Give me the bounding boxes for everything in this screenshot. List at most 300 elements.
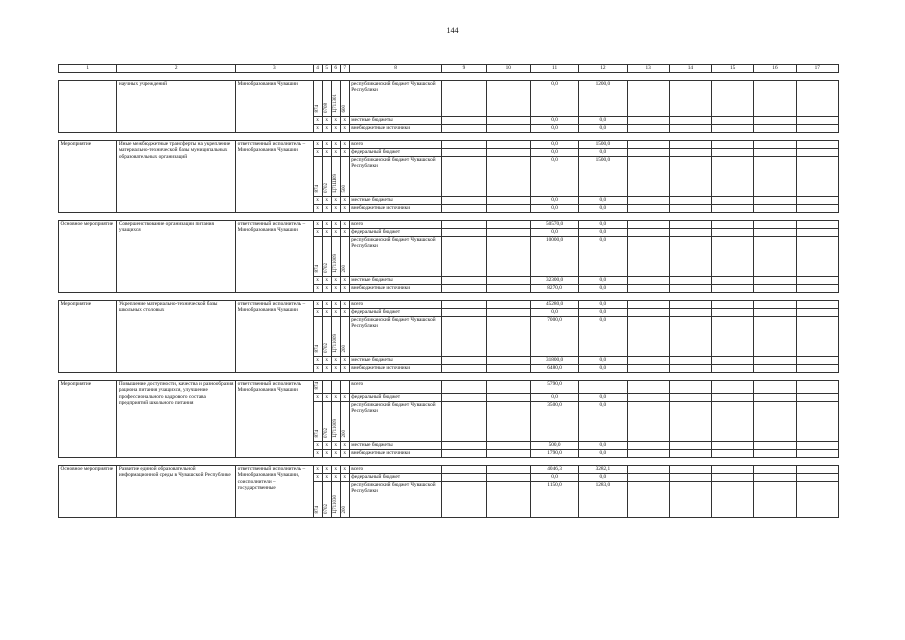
empty-cell <box>669 157 711 197</box>
x-mark: x <box>331 365 340 373</box>
x-mark: x <box>313 473 322 481</box>
empty-cell <box>712 309 754 317</box>
budget-row <box>59 465 839 473</box>
empty-cell <box>669 237 711 277</box>
column-number: 5 <box>322 65 331 73</box>
empty-cell <box>796 449 838 457</box>
x-mark: x <box>331 117 340 125</box>
empty-cell <box>442 205 486 213</box>
empty-cell <box>669 465 711 473</box>
empty-cell <box>712 221 754 229</box>
x-mark: x <box>313 285 322 293</box>
funding-source: республиканский бюджет Чувашской Республики <box>349 317 442 357</box>
empty-cell <box>712 197 754 205</box>
empty-cell <box>796 205 838 213</box>
empty-cell <box>669 197 711 205</box>
empty-cell <box>486 365 530 373</box>
empty-cell <box>669 357 711 365</box>
x-mark: x <box>313 277 322 285</box>
empty-cell <box>796 441 838 449</box>
empty-cell <box>627 285 669 293</box>
empty-cell <box>486 357 530 365</box>
executor: Минобразования Чувашии <box>236 81 313 133</box>
funding-source: всего <box>349 301 442 309</box>
x-mark: x <box>313 441 322 449</box>
value-col11: 1150,0 <box>530 481 578 517</box>
budget-row <box>59 141 839 149</box>
empty-cell <box>669 277 711 285</box>
empty-cell <box>669 309 711 317</box>
x-mark: x <box>322 229 331 237</box>
x-mark: x <box>340 197 349 205</box>
budget-code <box>340 381 349 394</box>
x-mark: x <box>340 393 349 401</box>
x-mark: x <box>313 365 322 373</box>
value-col11: 0,0 <box>530 81 578 117</box>
value-col12: 1200,0 <box>579 81 627 117</box>
x-mark: x <box>313 449 322 457</box>
value-col11: 31800,0 <box>530 357 578 365</box>
empty-cell <box>627 125 669 133</box>
empty-cell <box>627 81 669 117</box>
empty-cell <box>627 277 669 285</box>
value-col11: 0,0 <box>530 197 578 205</box>
funding-source: республиканский бюджет Чувашской Республики <box>349 81 442 117</box>
empty-cell <box>754 81 796 117</box>
empty-cell <box>442 237 486 277</box>
x-mark: x <box>322 221 331 229</box>
empty-cell <box>796 365 838 373</box>
x-mark: x <box>313 465 322 473</box>
event-type: Основное мероприятие <box>59 221 117 293</box>
x-mark: x <box>340 365 349 373</box>
empty-cell <box>486 221 530 229</box>
empty-cell <box>486 141 530 149</box>
x-mark: x <box>313 205 322 213</box>
event-name: Развитие единой образовательной информационной среды в Чувашской Республике <box>117 465 236 517</box>
empty-cell <box>442 401 486 441</box>
x-mark: x <box>331 449 340 457</box>
x-mark: x <box>322 309 331 317</box>
empty-cell <box>669 125 711 133</box>
budget-code: 200 <box>340 401 349 441</box>
budget-code: Ц711009 <box>331 317 340 357</box>
empty-cell <box>627 229 669 237</box>
empty-cell <box>669 393 711 401</box>
page-number: 144 <box>446 26 459 35</box>
funding-source: местные бюджеты <box>349 277 442 285</box>
value-col12: 1500,0 <box>579 141 627 149</box>
x-mark: x <box>313 309 322 317</box>
funding-source: республиканский бюджет Чувашской Республики <box>349 481 442 517</box>
x-mark: x <box>322 141 331 149</box>
empty-cell <box>712 277 754 285</box>
empty-cell <box>486 441 530 449</box>
budget-code: 0702 <box>322 237 331 277</box>
value-col12: 0,0 <box>579 277 627 285</box>
value-col11: 0,0 <box>530 149 578 157</box>
empty-cell <box>754 449 796 457</box>
x-mark: x <box>340 357 349 365</box>
value-col12: 0,0 <box>579 473 627 481</box>
x-mark: x <box>331 285 340 293</box>
empty-cell <box>627 221 669 229</box>
empty-cell <box>754 317 796 357</box>
empty-cell <box>627 401 669 441</box>
empty-cell <box>754 465 796 473</box>
budget-code: Ц711301 <box>331 81 340 117</box>
x-mark: x <box>340 285 349 293</box>
value-col11: 0,0 <box>530 309 578 317</box>
x-mark: x <box>322 301 331 309</box>
budget-code: 874 <box>313 481 322 517</box>
empty-cell <box>486 401 530 441</box>
empty-cell <box>486 277 530 285</box>
empty-cell <box>669 381 711 394</box>
x-mark: x <box>313 357 322 365</box>
empty-cell <box>712 205 754 213</box>
value-col12: 0,0 <box>579 301 627 309</box>
empty-cell <box>712 117 754 125</box>
event-name: Укрепление материально-технической базы школьных столовых <box>117 301 236 373</box>
empty-cell <box>712 301 754 309</box>
empty-cell <box>486 229 530 237</box>
x-mark: x <box>322 205 331 213</box>
empty-cell <box>712 237 754 277</box>
empty-cell <box>754 277 796 285</box>
funding-source: республиканский бюджет Чувашской Республики <box>349 237 442 277</box>
empty-cell <box>486 301 530 309</box>
empty-cell <box>796 481 838 517</box>
x-mark: x <box>322 441 331 449</box>
empty-cell <box>712 441 754 449</box>
budget-row <box>59 301 839 309</box>
empty-cell <box>442 125 486 133</box>
budget-code <box>322 381 331 394</box>
funding-source: местные бюджеты <box>349 441 442 449</box>
empty-cell <box>442 285 486 293</box>
empty-cell <box>712 401 754 441</box>
empty-cell <box>669 449 711 457</box>
empty-cell <box>796 309 838 317</box>
funding-source: внебюджетные источники <box>349 205 442 213</box>
funding-source: всего <box>349 381 442 394</box>
x-mark: x <box>322 393 331 401</box>
empty-cell <box>796 197 838 205</box>
x-mark: x <box>322 449 331 457</box>
value-col12: 0,0 <box>579 309 627 317</box>
budget-code: 874 <box>313 157 322 197</box>
empty-cell <box>796 237 838 277</box>
empty-cell <box>627 157 669 197</box>
x-mark: x <box>340 277 349 285</box>
x-mark: x <box>340 473 349 481</box>
empty-cell <box>486 157 530 197</box>
budget-code: 874 <box>313 317 322 357</box>
empty-cell <box>486 449 530 457</box>
empty-cell <box>442 157 486 197</box>
x-mark: x <box>340 117 349 125</box>
empty-cell <box>712 465 754 473</box>
empty-cell <box>796 401 838 441</box>
empty-cell <box>796 465 838 473</box>
x-mark: x <box>340 221 349 229</box>
empty-cell <box>754 229 796 237</box>
budget-code: Ц711009 <box>331 401 340 441</box>
budget-code: 200 <box>340 481 349 517</box>
empty-cell <box>486 205 530 213</box>
event-name: Совершенствование организации питания учащихся <box>117 221 236 293</box>
x-mark: x <box>322 125 331 133</box>
budget-code: 600 <box>340 81 349 117</box>
x-mark: x <box>313 393 322 401</box>
budget-code: 200 <box>340 237 349 277</box>
empty-cell <box>627 309 669 317</box>
event-name: Иные межбюджетные трансферты на укрепление материально-технической базы муниципальных образовательных организаций <box>117 141 236 213</box>
x-mark: x <box>340 441 349 449</box>
x-mark: x <box>322 149 331 157</box>
x-mark: x <box>313 125 322 133</box>
empty-cell <box>442 365 486 373</box>
budget-code: 874 <box>313 381 322 394</box>
empty-cell <box>442 309 486 317</box>
funding-source: федеральный бюджет <box>349 473 442 481</box>
x-mark: x <box>340 205 349 213</box>
empty-cell <box>754 205 796 213</box>
empty-cell <box>712 473 754 481</box>
x-mark: x <box>340 229 349 237</box>
value-col12: 0,0 <box>579 365 627 373</box>
empty-cell <box>754 125 796 133</box>
x-mark: x <box>322 473 331 481</box>
budget-row <box>59 221 839 229</box>
empty-cell <box>442 117 486 125</box>
value-col12: 0,0 <box>579 317 627 357</box>
empty-cell <box>442 197 486 205</box>
empty-cell <box>754 221 796 229</box>
empty-cell <box>486 149 530 157</box>
empty-cell <box>669 285 711 293</box>
empty-cell <box>712 229 754 237</box>
empty-cell <box>442 149 486 157</box>
event-type: Мероприятие <box>59 141 117 213</box>
empty-cell <box>796 125 838 133</box>
empty-cell <box>669 301 711 309</box>
empty-cell <box>627 317 669 357</box>
empty-cell <box>442 381 486 394</box>
funding-source: всего <box>349 141 442 149</box>
x-mark: x <box>322 285 331 293</box>
empty-cell <box>442 277 486 285</box>
value-col11: 0,0 <box>530 157 578 197</box>
empty-cell <box>627 381 669 394</box>
empty-cell <box>627 141 669 149</box>
value-col11: 10000,0 <box>530 237 578 277</box>
column-number: 17 <box>796 65 838 73</box>
event-type <box>59 81 117 133</box>
funding-source: всего <box>349 465 442 473</box>
empty-cell <box>486 197 530 205</box>
empty-cell <box>627 481 669 517</box>
value-col11: 1790,0 <box>530 449 578 457</box>
column-number: 15 <box>712 65 754 73</box>
value-col12: 0,0 <box>579 401 627 441</box>
empty-cell <box>669 205 711 213</box>
empty-cell <box>796 381 838 394</box>
empty-cell <box>669 481 711 517</box>
budget-code: Ц71Ш09 <box>331 157 340 197</box>
empty-cell <box>712 149 754 157</box>
block-separator <box>59 373 839 381</box>
x-mark: x <box>331 141 340 149</box>
empty-cell <box>442 465 486 473</box>
empty-cell <box>486 317 530 357</box>
empty-cell <box>669 365 711 373</box>
empty-cell <box>627 473 669 481</box>
empty-cell <box>442 357 486 365</box>
empty-cell <box>754 357 796 365</box>
event-name: Повышение доступности, качества и разнообразия рациона питания учащихся, улучшение профессионального кадрового состава предприятий школьного питания <box>117 381 236 458</box>
empty-cell <box>669 401 711 441</box>
value-col11: 0,0 <box>530 393 578 401</box>
empty-cell <box>712 285 754 293</box>
empty-cell <box>796 357 838 365</box>
column-number: 4 <box>313 65 322 73</box>
value-col12: 0,0 <box>579 449 627 457</box>
budget-code: Ц711030 <box>331 481 340 517</box>
empty-cell <box>627 357 669 365</box>
x-mark: x <box>322 117 331 125</box>
x-mark: x <box>340 125 349 133</box>
column-number: 8 <box>349 65 442 73</box>
empty-cell <box>486 473 530 481</box>
empty-cell <box>796 285 838 293</box>
empty-cell <box>627 237 669 277</box>
empty-cell <box>796 141 838 149</box>
column-number: 14 <box>669 65 711 73</box>
empty-cell <box>712 357 754 365</box>
budget-code: 0702 <box>322 317 331 357</box>
budget-code: 500 <box>340 157 349 197</box>
x-mark: x <box>313 301 322 309</box>
value-col11: 0,0 <box>530 117 578 125</box>
empty-cell <box>669 221 711 229</box>
empty-cell <box>442 301 486 309</box>
x-mark: x <box>331 277 340 285</box>
value-col11: 7000,0 <box>530 317 578 357</box>
empty-cell <box>486 465 530 473</box>
empty-cell <box>669 441 711 449</box>
empty-cell <box>754 365 796 373</box>
x-mark: x <box>331 473 340 481</box>
executor: ответственный исполнитель – Минобразования Чувашии, соисполнители – государственные <box>236 465 313 517</box>
block-separator <box>59 293 839 301</box>
empty-cell <box>754 285 796 293</box>
value-col11: 0,0 <box>530 473 578 481</box>
x-mark: x <box>331 125 340 133</box>
empty-cell <box>627 365 669 373</box>
empty-cell <box>627 149 669 157</box>
funding-source: внебюджетные источники <box>349 365 442 373</box>
value-col11: 0,0 <box>530 229 578 237</box>
empty-cell <box>486 381 530 394</box>
funding-source: внебюджетные источники <box>349 285 442 293</box>
empty-cell <box>712 157 754 197</box>
empty-cell <box>796 157 838 197</box>
empty-cell <box>486 285 530 293</box>
column-number: 7 <box>340 65 349 73</box>
value-col12: 0,0 <box>579 357 627 365</box>
empty-cell <box>442 481 486 517</box>
empty-cell <box>486 117 530 125</box>
empty-cell <box>712 125 754 133</box>
x-mark: x <box>313 229 322 237</box>
empty-cell <box>712 449 754 457</box>
empty-cell <box>712 481 754 517</box>
value-col11: 0,0 <box>530 125 578 133</box>
block-separator <box>59 457 839 465</box>
funding-source: федеральный бюджет <box>349 149 442 157</box>
empty-cell <box>627 465 669 473</box>
empty-cell <box>486 237 530 277</box>
empty-cell <box>754 237 796 277</box>
x-mark: x <box>331 309 340 317</box>
column-number: 1 <box>59 65 117 73</box>
empty-cell <box>669 141 711 149</box>
block-separator <box>59 73 839 81</box>
empty-cell <box>442 393 486 401</box>
value-col11: 4046,3 <box>530 465 578 473</box>
empty-cell <box>754 197 796 205</box>
value-col11: 500,0 <box>530 441 578 449</box>
x-mark: x <box>322 357 331 365</box>
value-col12: 0,0 <box>579 221 627 229</box>
empty-cell <box>486 125 530 133</box>
event-type: Мероприятие <box>59 381 117 458</box>
empty-cell <box>442 441 486 449</box>
funding-source: внебюджетные источники <box>349 125 442 133</box>
empty-cell <box>712 141 754 149</box>
empty-cell <box>754 481 796 517</box>
funding-source: республиканский бюджет Чувашской Республики <box>349 157 442 197</box>
funding-source: местные бюджеты <box>349 357 442 365</box>
x-mark: x <box>313 197 322 205</box>
event-type: Основное мероприятие <box>59 465 117 517</box>
empty-cell <box>796 317 838 357</box>
column-number: 2 <box>117 65 236 73</box>
value-col11: 0,0 <box>530 205 578 213</box>
x-mark: x <box>313 149 322 157</box>
funding-source: федеральный бюджет <box>349 309 442 317</box>
budget-code: 0708 <box>322 81 331 117</box>
x-mark: x <box>322 277 331 285</box>
executor: ответственный исполнитель – Минобразования Чувашии <box>236 301 313 373</box>
x-mark: x <box>340 449 349 457</box>
value-col12: 0,0 <box>579 205 627 213</box>
empty-cell <box>627 393 669 401</box>
empty-cell <box>754 149 796 157</box>
executor: ответственный исполнитель – Минобразования Чувашии <box>236 221 313 293</box>
empty-cell <box>669 117 711 125</box>
event-type: Мероприятие <box>59 301 117 373</box>
budget-code: Ц711009 <box>331 237 340 277</box>
budget-code: 874 <box>313 81 322 117</box>
funding-source: внебюджетные источники <box>349 449 442 457</box>
column-number: 13 <box>627 65 669 73</box>
funding-source: республиканский бюджет Чувашской Республики <box>349 401 442 441</box>
budget-row <box>59 81 839 117</box>
empty-cell <box>442 317 486 357</box>
